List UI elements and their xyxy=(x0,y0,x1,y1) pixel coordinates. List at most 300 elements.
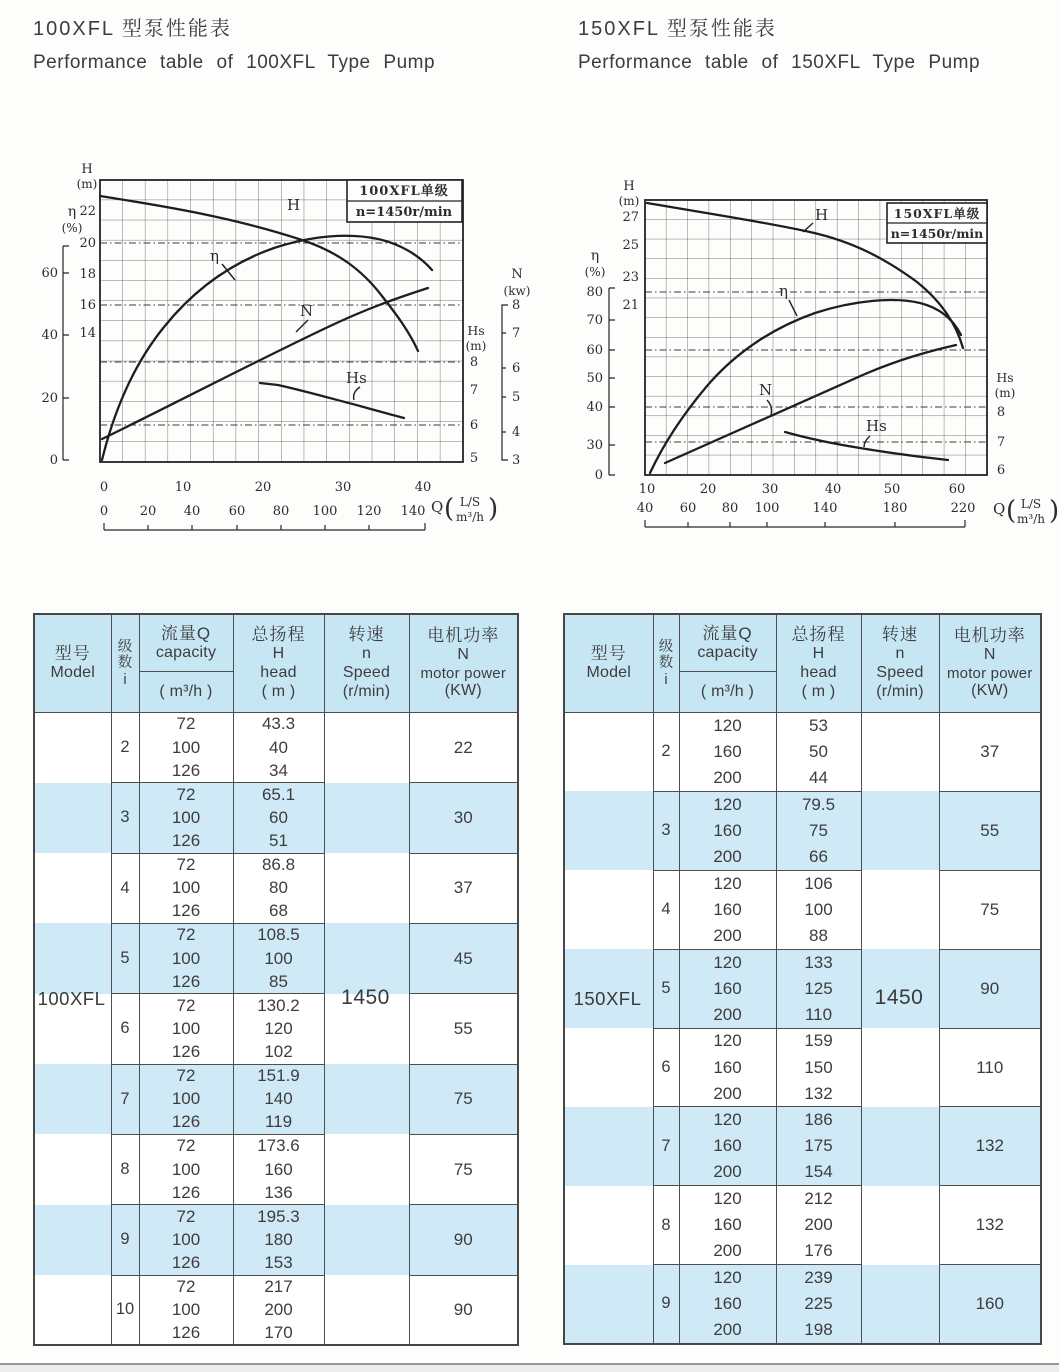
header-text: motor power xyxy=(420,664,507,682)
model-cell xyxy=(564,1265,653,1291)
model-cell xyxy=(564,1054,653,1080)
table-row xyxy=(564,713,1041,739)
speed-cell xyxy=(861,1212,939,1238)
tick-label: 60 xyxy=(41,266,58,281)
header-text: ( m ) xyxy=(261,682,296,700)
power-cell: 90 xyxy=(939,949,1041,1028)
stage-cell: 3 xyxy=(111,783,139,853)
speed-cell xyxy=(324,947,409,970)
head-cell: 212 xyxy=(776,1186,861,1212)
head-cell: 53 xyxy=(776,713,861,739)
model-cell xyxy=(564,870,653,896)
capacity-cell: 200 xyxy=(679,1238,776,1264)
tick-label: 50 xyxy=(883,482,901,497)
tick-label: 70 xyxy=(586,313,603,328)
tick-label: 18 xyxy=(79,267,96,282)
tick-label: 40 xyxy=(41,328,58,343)
eta-axis xyxy=(585,248,615,483)
head-cell: 217 xyxy=(233,1275,324,1298)
tick-label: 7 xyxy=(512,326,521,341)
head-cell: 75 xyxy=(776,818,861,844)
model-cell xyxy=(564,1186,653,1212)
capacity-cell: 200 xyxy=(679,1002,776,1028)
model-value: 150XFL xyxy=(573,988,642,1009)
speed-cell xyxy=(861,1054,939,1080)
capacity-cell: 72 xyxy=(139,923,233,946)
model-cell xyxy=(34,1228,111,1251)
table-row xyxy=(564,949,1041,975)
capacity-cell: 100 xyxy=(139,1228,233,1251)
header-text: N xyxy=(457,645,470,663)
stage-cell: 5 xyxy=(111,923,139,993)
speed-cell xyxy=(324,900,409,923)
capacity-cell: 126 xyxy=(139,900,233,923)
title-en: Performance table of 100XFL Type Pump xyxy=(33,52,436,73)
axis-label: (kw) xyxy=(503,284,531,298)
head-cell: 180 xyxy=(233,1228,324,1251)
eta-axis xyxy=(41,204,82,468)
speed-cell xyxy=(324,1275,409,1298)
tick-label: 40 xyxy=(414,480,432,495)
n-axis xyxy=(502,267,530,468)
table-row xyxy=(34,923,518,946)
model-cell xyxy=(34,1088,111,1111)
head-cell: 130.2 xyxy=(233,994,324,1017)
model-cell xyxy=(564,1133,653,1159)
capacity-cell: 120 xyxy=(679,791,776,817)
stage-cell: 2 xyxy=(111,713,139,783)
tick-label: 23 xyxy=(622,270,639,285)
head-cell: 86.8 xyxy=(233,853,324,876)
table-row xyxy=(34,1275,518,1298)
table-header-row xyxy=(564,614,1041,713)
head-cell: 225 xyxy=(776,1291,861,1317)
axis-bracket xyxy=(63,246,69,460)
speed-cell xyxy=(861,844,939,870)
model-cell xyxy=(564,1238,653,1264)
speed-cell xyxy=(861,1238,939,1264)
capacity-cell: 100 xyxy=(139,806,233,829)
header-text: capacity xyxy=(697,643,758,661)
right-performance-chart xyxy=(565,148,1059,548)
speed-cell xyxy=(324,923,409,946)
stage-cell: 3 xyxy=(653,791,679,870)
tick-label: 5 xyxy=(512,390,521,405)
speed-cell xyxy=(861,923,939,949)
power-curve-label: N xyxy=(300,302,314,320)
speed-cell xyxy=(324,1111,409,1134)
head-cell: 60 xyxy=(233,806,324,829)
speed-cell xyxy=(861,1160,939,1186)
head-cell: 106 xyxy=(776,870,861,896)
header-head xyxy=(233,614,324,713)
tick-label: 20 xyxy=(139,504,157,519)
axis-bracket xyxy=(502,305,508,460)
left-performance-chart xyxy=(30,148,545,548)
stage-cell: 4 xyxy=(653,870,679,949)
model-cell xyxy=(34,947,111,970)
right-section-title xyxy=(578,12,980,74)
capacity-cell: 160 xyxy=(679,1133,776,1159)
unit-ls: L/S xyxy=(1020,497,1042,511)
head-cell: 40 xyxy=(233,736,324,759)
speed-cell xyxy=(861,870,939,896)
model-cell xyxy=(564,1160,653,1186)
header-capacity xyxy=(679,614,776,713)
speed-value: 1450 xyxy=(874,986,924,1009)
paren: ( xyxy=(1006,496,1017,526)
h-axis xyxy=(619,179,640,313)
tick-label: 100 xyxy=(312,504,338,519)
tick-label: 21 xyxy=(622,298,639,313)
tick-label: 16 xyxy=(79,298,96,313)
tick-label: 4 xyxy=(512,425,521,440)
power-cell: 90 xyxy=(409,1275,518,1345)
head-cell: 154 xyxy=(776,1160,861,1186)
head-cell: 120 xyxy=(233,1017,324,1040)
model-cell xyxy=(564,1317,653,1343)
head-cell: 44 xyxy=(776,765,861,791)
speed-cell xyxy=(324,1158,409,1181)
header-text: ( m ) xyxy=(801,682,836,700)
power-cell: 55 xyxy=(409,994,518,1064)
table-row xyxy=(34,713,518,736)
head-cell: 150 xyxy=(776,1054,861,1080)
power-cell: 160 xyxy=(939,1265,1041,1344)
capacity-cell: 126 xyxy=(139,830,233,853)
capacity-cell: 72 xyxy=(139,1275,233,1298)
tick-label: 20 xyxy=(254,480,272,495)
header-text: (r/min) xyxy=(876,682,924,700)
model-cell xyxy=(34,900,111,923)
axis-label: (%) xyxy=(584,265,606,279)
hs-axis xyxy=(995,370,1016,478)
speed-cell xyxy=(324,853,409,876)
speed-cell xyxy=(861,1317,939,1343)
pump-speed-label: n=1450r/min xyxy=(890,226,984,241)
model-cell xyxy=(34,1322,111,1345)
header-text: Speed xyxy=(342,664,391,682)
tick-label: 20 xyxy=(41,391,58,406)
speed-cell xyxy=(324,736,409,759)
head-cell: 88 xyxy=(776,923,861,949)
speed-cell xyxy=(324,1041,409,1064)
capacity-cell: 200 xyxy=(679,1160,776,1186)
tick-label: 0 xyxy=(49,453,58,468)
stage-cell: 7 xyxy=(653,1107,679,1186)
unit-m3h: m³/h xyxy=(456,510,484,524)
head-cell: 100 xyxy=(233,947,324,970)
paren: ) xyxy=(1049,496,1059,526)
q-axis-label xyxy=(993,496,1059,526)
header-model xyxy=(34,614,111,713)
speed-cell xyxy=(324,877,409,900)
capacity-cell: 100 xyxy=(139,1158,233,1181)
speed-cell xyxy=(324,1298,409,1321)
model-cell xyxy=(34,783,111,806)
power-cell: 37 xyxy=(409,853,518,923)
capacity-cell: 100 xyxy=(139,877,233,900)
header-model xyxy=(564,614,653,713)
model-cell xyxy=(564,713,653,739)
header-capacity xyxy=(139,614,233,713)
power-cell: 75 xyxy=(409,1064,518,1134)
pump-speed-label: n=1450r/min xyxy=(355,205,453,220)
head-cell: 80 xyxy=(233,877,324,900)
capacity-cell: 160 xyxy=(679,1054,776,1080)
header-text: 转速 xyxy=(882,625,918,645)
tick-label: 22 xyxy=(79,204,96,219)
head-cell: 200 xyxy=(233,1298,324,1321)
capacity-cell: 200 xyxy=(679,1317,776,1343)
chart-title-box xyxy=(887,203,987,243)
model-cell xyxy=(34,1134,111,1157)
tick-label: 0 xyxy=(99,504,109,519)
axis-label: (m) xyxy=(994,386,1016,400)
capacity-cell: 200 xyxy=(679,1081,776,1107)
tick-label: 20 xyxy=(79,236,96,251)
tick-label: 30 xyxy=(761,482,779,497)
right-pump-table xyxy=(563,613,1042,1345)
x-axis-m3h xyxy=(637,501,976,516)
speed-cell xyxy=(861,897,939,923)
capacity-cell: 126 xyxy=(139,1041,233,1064)
speed-cell xyxy=(861,765,939,791)
left-section-title xyxy=(33,12,435,74)
model-cell xyxy=(34,806,111,829)
header-text: H xyxy=(272,645,285,663)
speed-cell xyxy=(861,1081,939,1107)
table-row xyxy=(34,783,518,806)
table-row xyxy=(564,870,1041,896)
header-text: 型号 xyxy=(54,644,91,664)
table-row xyxy=(564,1265,1041,1291)
speed-cell xyxy=(324,1252,409,1275)
head-cell: 195.3 xyxy=(233,1205,324,1228)
capacity-cell: 72 xyxy=(139,783,233,806)
speed-cell xyxy=(861,791,939,817)
stage-cell: 9 xyxy=(111,1205,139,1275)
speed-cell xyxy=(324,1064,409,1087)
speed-cell xyxy=(324,1181,409,1204)
tick-label: 80 xyxy=(721,501,739,516)
table-row xyxy=(564,1107,1041,1133)
tick-label: 8 xyxy=(512,298,521,313)
capacity-cell: 72 xyxy=(139,1064,233,1087)
title-en: Performance table of 150XFL Type Pump xyxy=(578,52,981,73)
stage-cell: 6 xyxy=(653,1028,679,1107)
capacity-cell: 120 xyxy=(679,870,776,896)
model-cell xyxy=(34,736,111,759)
header-text: motor power xyxy=(946,664,1033,682)
speed-cell xyxy=(861,818,939,844)
head-cell: 176 xyxy=(776,1238,861,1264)
tick-label: 8 xyxy=(996,405,1006,420)
x-axis-ruler xyxy=(104,523,425,530)
header-text: head xyxy=(800,664,837,682)
stage-cell: 6 xyxy=(111,994,139,1064)
speed-value: 1450 xyxy=(341,986,390,1009)
stage-cell: 10 xyxy=(111,1275,139,1345)
head-cell: 79.5 xyxy=(776,791,861,817)
capacity-cell: 126 xyxy=(139,970,233,993)
head-cell: 133 xyxy=(776,949,861,975)
stage-cell: 4 xyxy=(111,853,139,923)
title-zh: 100XFL 型泵性能表 xyxy=(33,18,232,40)
page-bottom-rule xyxy=(0,1363,1059,1372)
tick-label: 6 xyxy=(512,361,521,376)
stage-cell: 8 xyxy=(111,1134,139,1204)
header-power xyxy=(939,614,1041,713)
tick-label: 6 xyxy=(469,418,479,433)
axis-label: (%) xyxy=(61,221,83,235)
head-cell: 65.1 xyxy=(233,783,324,806)
efficiency-curve-label: η xyxy=(210,247,219,265)
header-speed xyxy=(324,614,409,713)
capacity-cell: 100 xyxy=(139,1298,233,1321)
head-cell: 160 xyxy=(233,1158,324,1181)
head-cell: 43.3 xyxy=(233,713,324,736)
head-cell: 136 xyxy=(233,1181,324,1204)
model-cell xyxy=(34,1298,111,1321)
head-cell: 159 xyxy=(776,1028,861,1054)
power-curve-label: N xyxy=(759,381,773,399)
table-row xyxy=(34,1134,518,1157)
head-cell: 198 xyxy=(776,1317,861,1343)
power-cell: 55 xyxy=(939,791,1041,870)
tick-label: 20 xyxy=(699,482,717,497)
speed-cell xyxy=(324,1322,409,1345)
header-text: 流量Q xyxy=(702,623,753,643)
header-text: capacity xyxy=(155,643,217,661)
table-row xyxy=(34,1064,518,1087)
x-axis-ls xyxy=(100,480,431,495)
header-text: n xyxy=(361,645,372,663)
model-cell xyxy=(34,877,111,900)
axis-label: N xyxy=(511,267,523,282)
header-text: Model xyxy=(586,664,632,682)
head-cell: 239 xyxy=(776,1265,861,1291)
speed-cell xyxy=(861,1107,939,1133)
head-cell: 151.9 xyxy=(233,1064,324,1087)
capacity-cell: 72 xyxy=(139,1134,233,1157)
x-axis-ruler xyxy=(645,520,965,527)
speed-cell xyxy=(324,759,409,782)
tick-label: 30 xyxy=(334,480,352,495)
tick-label: 7 xyxy=(996,435,1006,450)
head-cell: 186 xyxy=(776,1107,861,1133)
tick-label: 40 xyxy=(824,482,842,497)
model-cell xyxy=(564,923,653,949)
header-text: 数 xyxy=(117,655,133,672)
header-text: 型号 xyxy=(590,644,627,664)
tick-label: 27 xyxy=(622,210,639,225)
capacity-cell: 120 xyxy=(679,1107,776,1133)
model-cell xyxy=(564,765,653,791)
axis-bracket xyxy=(609,288,615,475)
suction-curve-label: Hs xyxy=(346,369,367,387)
speed-cell xyxy=(324,1205,409,1228)
power-cell: 110 xyxy=(939,1028,1041,1107)
table-row xyxy=(564,791,1041,817)
head-cell: 170 xyxy=(233,1322,324,1345)
capacity-cell: 100 xyxy=(139,1088,233,1111)
capacity-cell: 120 xyxy=(679,713,776,739)
tick-label: 40 xyxy=(183,504,201,519)
speed-cell xyxy=(861,713,939,739)
speed-cell xyxy=(324,783,409,806)
model-cell xyxy=(34,1158,111,1181)
header-text: 电机功率 xyxy=(953,625,1026,645)
model-cell xyxy=(564,1212,653,1238)
pump-model-label: 100XFL单级 xyxy=(359,184,449,199)
head-cell: 51 xyxy=(233,830,324,853)
stage-cell: 7 xyxy=(111,1064,139,1134)
table-row xyxy=(564,1186,1041,1212)
stage-cell: 8 xyxy=(653,1186,679,1265)
head-cell: 34 xyxy=(233,759,324,782)
tick-label: 25 xyxy=(622,238,639,253)
tick-label: 80 xyxy=(586,285,603,300)
speed-cell xyxy=(861,1133,939,1159)
model-cell xyxy=(34,1181,111,1204)
header-text: i xyxy=(123,671,127,688)
tick-label: 80 xyxy=(272,504,290,519)
power-cell: 75 xyxy=(939,870,1041,949)
tick-label: 10 xyxy=(174,480,192,495)
capacity-cell: 72 xyxy=(139,994,233,1017)
model-cell xyxy=(34,923,111,946)
head-cell: 173.6 xyxy=(233,1134,324,1157)
header-text: n xyxy=(895,645,905,663)
axis-label: η xyxy=(67,204,77,220)
power-cell: 75 xyxy=(409,1134,518,1204)
tick-label: 30 xyxy=(586,438,603,453)
head-cell: 132 xyxy=(776,1081,861,1107)
capacity-cell: 126 xyxy=(139,1181,233,1204)
power-cell: 30 xyxy=(409,783,518,853)
power-cell: 90 xyxy=(409,1205,518,1275)
capacity-cell: 120 xyxy=(679,1265,776,1291)
header-text: ( m³/h ) xyxy=(159,682,213,700)
paren: ) xyxy=(488,494,499,524)
capacity-cell: 120 xyxy=(679,949,776,975)
tick-label: 0 xyxy=(594,468,603,483)
speed-cell xyxy=(324,1017,409,1040)
tick-label: 60 xyxy=(679,501,697,516)
speed-cell xyxy=(861,1265,939,1291)
suction-curve-label: Hs xyxy=(866,417,887,435)
header-text: H xyxy=(812,645,825,663)
header-power xyxy=(409,614,518,713)
axis-label: (m) xyxy=(76,177,98,191)
axis-label: H xyxy=(623,179,635,194)
head-cell: 50 xyxy=(776,739,861,765)
model-cell xyxy=(34,1064,111,1087)
model-cell xyxy=(564,818,653,844)
power-cell: 132 xyxy=(939,1186,1041,1265)
capacity-cell: 72 xyxy=(139,713,233,736)
axis-label: Hs xyxy=(467,323,485,338)
header-text: 级 xyxy=(658,639,674,656)
speed-cell xyxy=(861,1028,939,1054)
model-cell xyxy=(34,1041,111,1064)
q-axis-label xyxy=(431,494,498,524)
capacity-cell: 160 xyxy=(679,739,776,765)
model-cell xyxy=(34,1111,111,1134)
header-text: Model xyxy=(50,664,96,682)
model-cell xyxy=(34,830,111,853)
